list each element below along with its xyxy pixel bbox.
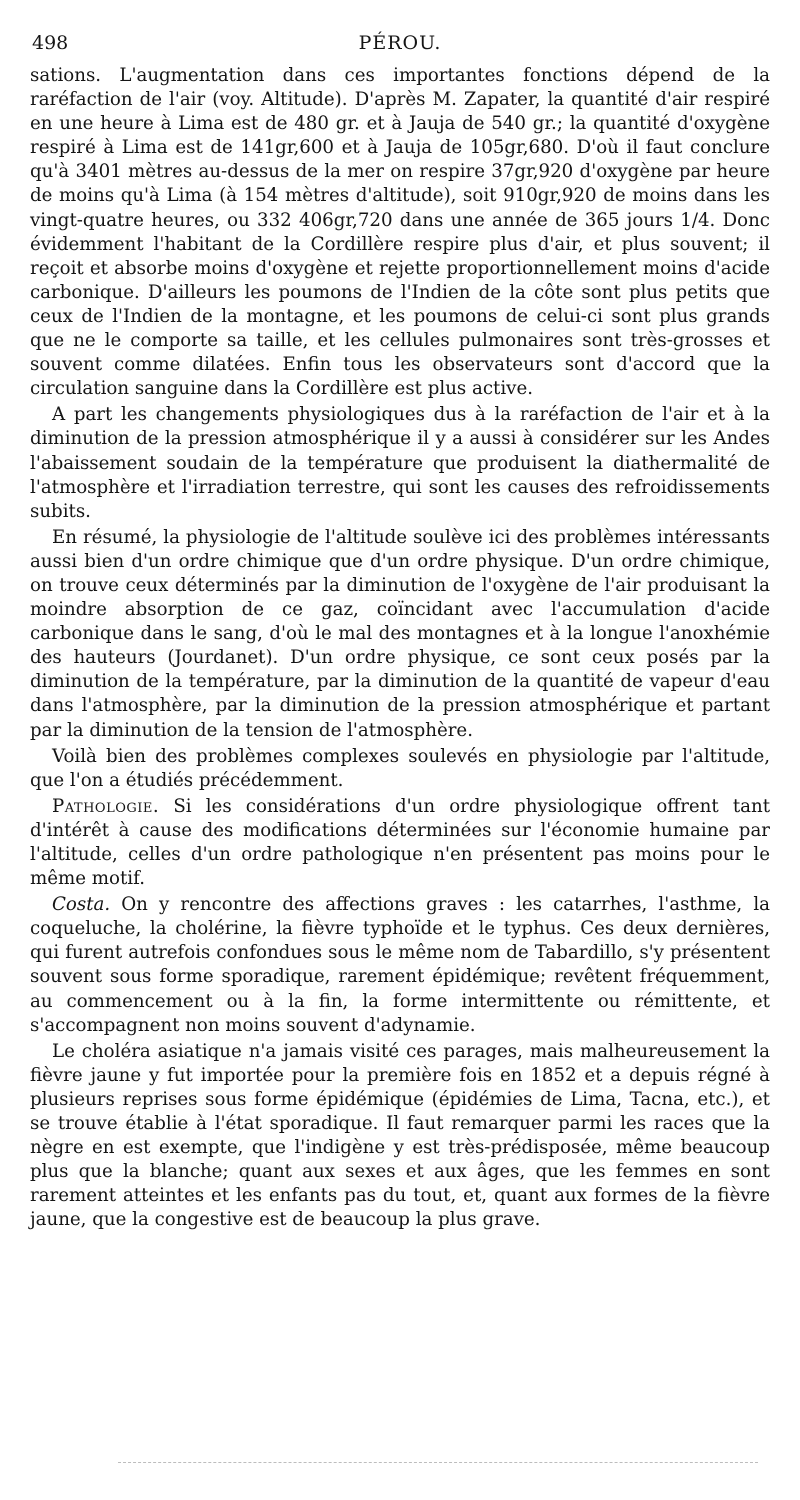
paragraph-text: En résumé, la physiologie de l'altitude soulève ici des problèmes intéressants aussi bien d'un ordre chimique que d'un ordre physique. D'un ordre chimique, on trouve ceux déterminés par la diminution de l'oxygène de l'air produisant la moindre absorption de ce gaz, coïncidant avec l'accumulation d'acide carbonique dans le sang, d'où le mal des montagnes et à la longue l'anoxhémie des hauteurs (Jourdanet). D'un ordre physique, ce sont ceux posés par la diminution de la température, par la diminution de la quantité de vapeur d'eau dans l'atmosphère, par la diminution de la pression atmosphérique et partant par la diminution de la tension de l'atmosphère.: [30, 526, 770, 741]
section-heading-pathologie: Pathologie.: [52, 795, 160, 817]
running-title: PÉROU.: [358, 32, 442, 54]
paragraph: [30, 745, 770, 793]
paragraph-text: Si les considérations d'un ordre physiologique offrent tant d'intérêt à cause des modifications déterminées sur l'économie humaine par l'altitude, celles d'un ordre pathologique n'en présentent pas moins pour le même motif.: [30, 795, 770, 890]
paragraph-costa: [30, 893, 770, 1038]
paragraph-pathologie: [30, 795, 770, 891]
paragraph: [30, 403, 770, 523]
paragraph-text: sations. L'augmentation dans ces importantes fonctions dépend de la raréfaction de l'air (voy. Altitude). D'après M. Zapater, la quantité d'air respiré en une heure à Lima est de 480 gr. et à Jauja de 540 gr.; la quantité d'oxygène respiré à Lima est de 141gr,600 et à Jauja de 105gr,680. D'où il faut conclure qu'à 3401 mètres au-dessus de la mer on respire 37gr,920 d'oxygène par heure de moins qu'à Lima (à 154 mètres d'altitude), soit 910gr,920 de moins dans les vingt-quatre heures, ou 332 406gr,720 dans une année de 365 jours 1/4. Donc évidemment l'habitant de la Cordillère respire plus d'air, et plus souvent; il reçoit et absorbe moins d'oxygène et rejette proportionnellement moins d'acide carbonique. D'ailleurs les poumons de l'Indien de la côte sont plus petits que ceux de l'Indien de la montagne, et les poumons de celui-ci sont plus grands que ne le comporte sa taille, et les cellules pulmonaires sont très-grosses et souvent comme dilatées. Enfin tous les observateurs sont d'accord que la circulation sanguine dans la Cordillère est plus active.: [30, 65, 770, 400]
body-text: [30, 64, 770, 1233]
paragraph: [30, 526, 770, 743]
paragraph: [30, 1040, 770, 1233]
paragraph-text: Le choléra asiatique n'a jamais visité ces parages, mais malheureusement la fièvre jaune y fut importée pour la première fois en 1852 et a depuis régné à plusieurs reprises sous forme épidémique (épidémies de Lima, Tacna, etc.), et se trouve établie à l'état sporadique. Il faut remarquer parmi les races que la nègre en est exempte, que l'indigène y est très-prédisposée, même beaucoup plus que la blanche; quant aux sexes et aux âges, que les femmes en sont rarement atteintes et les enfants pas du tout, et, quant aux formes de la fièvre jaune, que la congestive est de beaucoup la plus grave.: [30, 1040, 770, 1231]
page-number: 498: [32, 32, 69, 54]
paragraph: [30, 64, 770, 401]
page-header: [30, 30, 770, 64]
scan-artifact-line: [118, 1462, 758, 1463]
paragraph-text: On y rencontre des affections graves : les catarrhes, l'asthme, la coqueluche, la cholérine, la fièvre typhoïde et le typhus. Ces deux dernières, qui furent autrefois confondues sous le même nom de Tabardillo, s'y présentent souvent sous forme sporadique, rarement épidémique; revêtent fréquemment, au commencement ou à la fin, la forme intermittente ou rémittente, et s'accompagnent non moins souvent d'adynamie.: [30, 894, 770, 1036]
section-heading-costa: Costa.: [52, 894, 111, 916]
paragraph-text: Voilà bien des problèmes complexes soulevés en physiologie par l'altitude, que l'on a étudiés précédemment.: [30, 745, 770, 791]
paragraph-text: A part les changements physiologiques dus à la raréfaction de l'air et à la diminution de la pression atmosphérique il y a aussi à considérer sur les Andes l'abaissement soudain de la température que produisent la diathermalité de l'atmosphère et l'irradiation terrestre, qui sont les causes des refroidissements subits.: [30, 404, 770, 522]
